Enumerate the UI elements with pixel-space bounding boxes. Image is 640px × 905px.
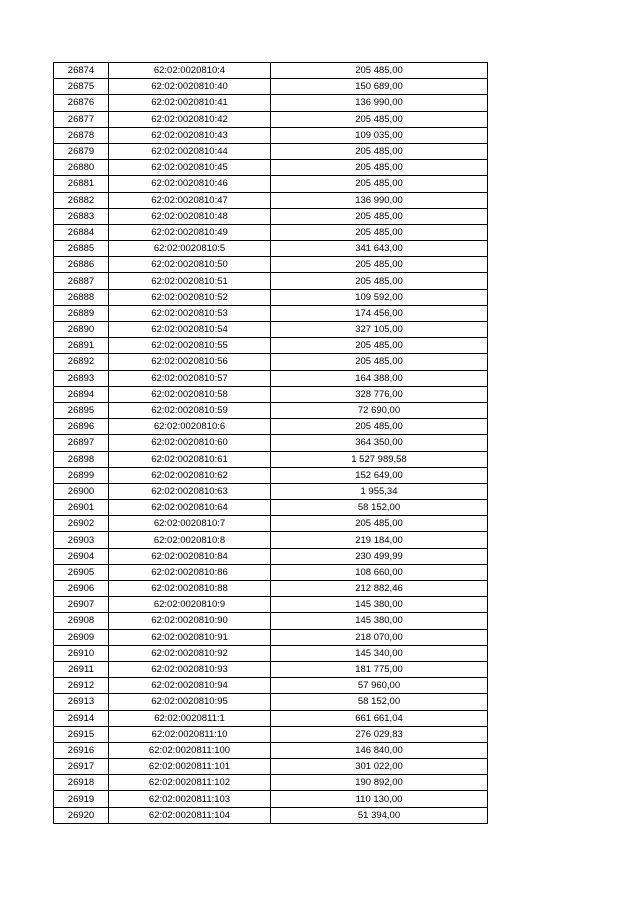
data-table	[53, 62, 488, 824]
cadastral-number-cell: 62:02:0020811:10	[109, 726, 271, 742]
table-row	[54, 386, 488, 402]
table-row	[54, 661, 488, 677]
table-row	[54, 257, 488, 273]
table-row	[54, 467, 488, 483]
cadastral-number-cell: 62:02:0020810:84	[109, 548, 271, 564]
cadastral-number-cell: 62:02:0020810:51	[109, 273, 271, 289]
table-row	[54, 645, 488, 661]
row-number-cell: 26884	[54, 224, 109, 240]
cadastral-number-cell: 62:02:0020810:5	[109, 241, 271, 257]
value-cell: 205 485,00	[271, 160, 488, 176]
row-number-cell: 26878	[54, 127, 109, 143]
cadastral-number-cell: 62:02:0020811:1	[109, 710, 271, 726]
cadastral-number-cell: 62:02:0020811:103	[109, 791, 271, 807]
cadastral-number-cell: 62:02:0020810:43	[109, 127, 271, 143]
row-number-cell: 26874	[54, 63, 109, 79]
row-number-cell: 26904	[54, 548, 109, 564]
table-row	[54, 208, 488, 224]
table-row	[54, 127, 488, 143]
row-number-cell: 26879	[54, 143, 109, 159]
table-row	[54, 807, 488, 823]
cadastral-number-cell: 62:02:0020810:93	[109, 661, 271, 677]
cadastral-number-cell: 62:02:0020811:100	[109, 742, 271, 758]
table-row	[54, 775, 488, 791]
value-cell: 145 380,00	[271, 613, 488, 629]
table-row	[54, 160, 488, 176]
value-cell: 109 592,00	[271, 289, 488, 305]
cadastral-number-cell: 62:02:0020810:53	[109, 305, 271, 321]
value-cell: 364 350,00	[271, 435, 488, 451]
cadastral-number-cell: 62:02:0020810:40	[109, 79, 271, 95]
value-cell: 152 649,00	[271, 467, 488, 483]
row-number-cell: 26918	[54, 775, 109, 791]
table-row	[54, 548, 488, 564]
cadastral-number-cell: 62:02:0020810:42	[109, 111, 271, 127]
cadastral-number-cell: 62:02:0020811:102	[109, 775, 271, 791]
cadastral-number-cell: 62:02:0020810:50	[109, 257, 271, 273]
value-cell: 109 035,00	[271, 127, 488, 143]
table-row	[54, 564, 488, 580]
value-cell: 212 882,46	[271, 581, 488, 597]
cadastral-number-cell: 62:02:0020810:6	[109, 419, 271, 435]
value-cell: 72 690,00	[271, 402, 488, 418]
value-cell: 110 130,00	[271, 791, 488, 807]
row-number-cell: 26920	[54, 807, 109, 823]
row-number-cell: 26883	[54, 208, 109, 224]
value-cell: 1 527 989,58	[271, 451, 488, 467]
row-number-cell: 26903	[54, 532, 109, 548]
value-cell: 190 892,00	[271, 775, 488, 791]
value-cell: 145 380,00	[271, 597, 488, 613]
value-cell: 341 643,00	[271, 241, 488, 257]
row-number-cell: 26911	[54, 661, 109, 677]
value-cell: 205 485,00	[271, 224, 488, 240]
value-cell: 1 955,34	[271, 483, 488, 499]
row-number-cell: 26889	[54, 305, 109, 321]
value-cell: 164 388,00	[271, 370, 488, 386]
row-number-cell: 26880	[54, 160, 109, 176]
table-row	[54, 338, 488, 354]
row-number-cell: 26910	[54, 645, 109, 661]
cadastral-number-cell: 62:02:0020810:7	[109, 516, 271, 532]
row-number-cell: 26888	[54, 289, 109, 305]
row-number-cell: 26913	[54, 694, 109, 710]
value-cell: 230 499,99	[271, 548, 488, 564]
row-number-cell: 26875	[54, 79, 109, 95]
table-row	[54, 305, 488, 321]
cadastral-number-cell: 62:02:0020810:4	[109, 63, 271, 79]
table-row	[54, 629, 488, 645]
cadastral-number-cell: 62:02:0020810:62	[109, 467, 271, 483]
row-number-cell: 26885	[54, 241, 109, 257]
row-number-cell: 26916	[54, 742, 109, 758]
value-cell: 181 775,00	[271, 661, 488, 677]
table-row	[54, 63, 488, 79]
row-number-cell: 26877	[54, 111, 109, 127]
cadastral-number-cell: 62:02:0020810:63	[109, 483, 271, 499]
row-number-cell: 26886	[54, 257, 109, 273]
value-cell: 328 776,00	[271, 386, 488, 402]
value-cell: 301 022,00	[271, 759, 488, 775]
table-row	[54, 694, 488, 710]
cadastral-number-cell: 62:02:0020810:64	[109, 500, 271, 516]
row-number-cell: 26891	[54, 338, 109, 354]
cadastral-number-cell: 62:02:0020810:86	[109, 564, 271, 580]
table-row	[54, 402, 488, 418]
cadastral-number-cell: 62:02:0020810:60	[109, 435, 271, 451]
row-number-cell: 26895	[54, 402, 109, 418]
value-cell: 661 661,04	[271, 710, 488, 726]
table-row	[54, 370, 488, 386]
table-row	[54, 111, 488, 127]
cadastral-number-cell: 62:02:0020810:55	[109, 338, 271, 354]
row-number-cell: 26901	[54, 500, 109, 516]
table-row	[54, 176, 488, 192]
value-cell: 108 660,00	[271, 564, 488, 580]
cadastral-number-cell: 62:02:0020810:44	[109, 143, 271, 159]
row-number-cell: 26905	[54, 564, 109, 580]
table-row	[54, 710, 488, 726]
table-row	[54, 726, 488, 742]
table-row	[54, 79, 488, 95]
cadastral-number-cell: 62:02:0020810:59	[109, 402, 271, 418]
row-number-cell: 26914	[54, 710, 109, 726]
row-number-cell: 26892	[54, 354, 109, 370]
row-number-cell: 26906	[54, 581, 109, 597]
cadastral-number-cell: 62:02:0020811:104	[109, 807, 271, 823]
value-cell: 146 840,00	[271, 742, 488, 758]
table-row	[54, 273, 488, 289]
cadastral-number-cell: 62:02:0020811:101	[109, 759, 271, 775]
row-number-cell: 26907	[54, 597, 109, 613]
value-cell: 205 485,00	[271, 176, 488, 192]
table-row	[54, 451, 488, 467]
value-cell: 145 340,00	[271, 645, 488, 661]
cadastral-number-cell: 62:02:0020810:8	[109, 532, 271, 548]
value-cell: 58 152,00	[271, 500, 488, 516]
cadastral-number-cell: 62:02:0020810:90	[109, 613, 271, 629]
row-number-cell: 26908	[54, 613, 109, 629]
cadastral-number-cell: 62:02:0020810:46	[109, 176, 271, 192]
row-number-cell: 26915	[54, 726, 109, 742]
cadastral-number-cell: 62:02:0020810:61	[109, 451, 271, 467]
row-number-cell: 26881	[54, 176, 109, 192]
row-number-cell: 26912	[54, 678, 109, 694]
cadastral-number-cell: 62:02:0020810:95	[109, 694, 271, 710]
value-cell: 205 485,00	[271, 516, 488, 532]
cadastral-number-cell: 62:02:0020810:88	[109, 581, 271, 597]
row-number-cell: 26876	[54, 95, 109, 111]
cadastral-number-cell: 62:02:0020810:47	[109, 192, 271, 208]
row-number-cell: 26919	[54, 791, 109, 807]
cadastral-number-cell: 62:02:0020810:52	[109, 289, 271, 305]
row-number-cell: 26894	[54, 386, 109, 402]
value-cell: 219 184,00	[271, 532, 488, 548]
value-cell: 150 689,00	[271, 79, 488, 95]
table-row	[54, 435, 488, 451]
value-cell: 218 070,00	[271, 629, 488, 645]
table-row	[54, 742, 488, 758]
value-cell: 174 456,00	[271, 305, 488, 321]
value-cell: 205 485,00	[271, 273, 488, 289]
cadastral-number-cell: 62:02:0020810:45	[109, 160, 271, 176]
table-row	[54, 597, 488, 613]
value-cell: 51 394,00	[271, 807, 488, 823]
value-cell: 136 990,00	[271, 95, 488, 111]
table-row	[54, 241, 488, 257]
table-row	[54, 95, 488, 111]
value-cell: 58 152,00	[271, 694, 488, 710]
row-number-cell: 26896	[54, 419, 109, 435]
table-row	[54, 354, 488, 370]
table-row	[54, 143, 488, 159]
table-row	[54, 500, 488, 516]
row-number-cell: 26909	[54, 629, 109, 645]
cadastral-number-cell: 62:02:0020810:57	[109, 370, 271, 386]
cadastral-number-cell: 62:02:0020810:91	[109, 629, 271, 645]
table-row	[54, 192, 488, 208]
cadastral-number-cell: 62:02:0020810:54	[109, 322, 271, 338]
cadastral-number-cell: 62:02:0020810:92	[109, 645, 271, 661]
value-cell: 57 960,00	[271, 678, 488, 694]
table-row	[54, 516, 488, 532]
row-number-cell: 26898	[54, 451, 109, 467]
cadastral-number-cell: 62:02:0020810:56	[109, 354, 271, 370]
table-row	[54, 483, 488, 499]
value-cell: 205 485,00	[271, 63, 488, 79]
row-number-cell: 26917	[54, 759, 109, 775]
value-cell: 205 485,00	[271, 143, 488, 159]
table-row	[54, 759, 488, 775]
table-row	[54, 678, 488, 694]
cadastral-number-cell: 62:02:0020810:41	[109, 95, 271, 111]
value-cell: 205 485,00	[271, 338, 488, 354]
value-cell: 205 485,00	[271, 208, 488, 224]
value-cell: 205 485,00	[271, 419, 488, 435]
table-row	[54, 322, 488, 338]
row-number-cell: 26899	[54, 467, 109, 483]
table-body	[54, 63, 488, 824]
row-number-cell: 26893	[54, 370, 109, 386]
table-row	[54, 289, 488, 305]
value-cell: 205 485,00	[271, 354, 488, 370]
row-number-cell: 26890	[54, 322, 109, 338]
value-cell: 205 485,00	[271, 257, 488, 273]
row-number-cell: 26887	[54, 273, 109, 289]
row-number-cell: 26902	[54, 516, 109, 532]
value-cell: 205 485,00	[271, 111, 488, 127]
cadastral-number-cell: 62:02:0020810:58	[109, 386, 271, 402]
row-number-cell: 26882	[54, 192, 109, 208]
table-row	[54, 224, 488, 240]
cadastral-number-cell: 62:02:0020810:94	[109, 678, 271, 694]
table-row	[54, 613, 488, 629]
row-number-cell: 26897	[54, 435, 109, 451]
row-number-cell: 26900	[54, 483, 109, 499]
value-cell: 276 029,83	[271, 726, 488, 742]
table-row	[54, 791, 488, 807]
cadastral-number-cell: 62:02:0020810:48	[109, 208, 271, 224]
cadastral-number-cell: 62:02:0020810:49	[109, 224, 271, 240]
value-cell: 136 990,00	[271, 192, 488, 208]
table-row	[54, 419, 488, 435]
value-cell: 327 105,00	[271, 322, 488, 338]
table-row	[54, 532, 488, 548]
cadastral-number-cell: 62:02:0020810:9	[109, 597, 271, 613]
table-row	[54, 581, 488, 597]
